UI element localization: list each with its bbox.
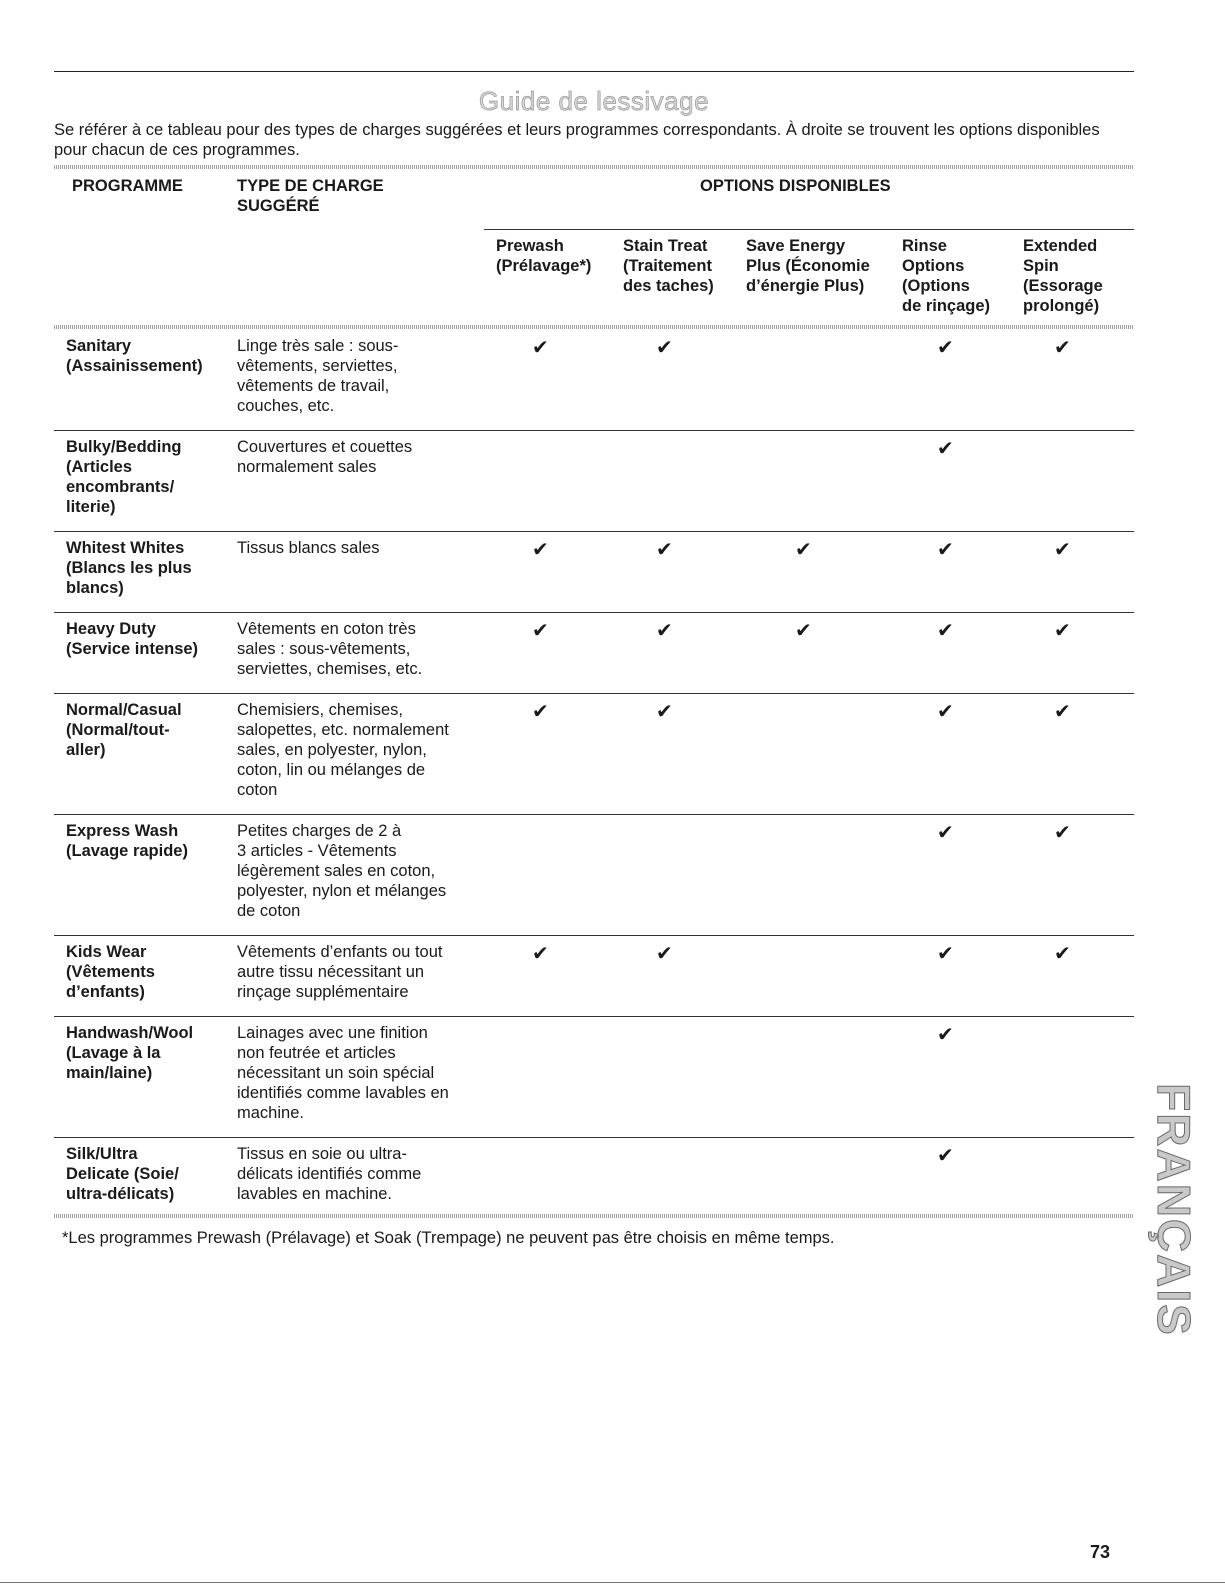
load-type-line: salopettes, etc. normalement <box>237 721 449 739</box>
checkmark-icon: ✔ <box>532 537 549 561</box>
program-name-line: Heavy Duty <box>66 620 156 638</box>
load-type <box>237 821 482 921</box>
checkmark-icon: ✔ <box>532 335 549 359</box>
program-name-line: Normal/Casual <box>66 701 182 719</box>
checkmark-icon: ✔ <box>937 436 954 460</box>
option-header-5 <box>1023 236 1103 316</box>
option-header-line: (Traitement <box>623 257 712 275</box>
load-type-line: machine. <box>237 1104 304 1122</box>
program-name-line: ultra-délicats) <box>66 1185 175 1203</box>
load-type-line: Lainages avec une finition <box>237 1024 428 1042</box>
checkmark-icon: ✔ <box>937 699 954 723</box>
program-name-line: (Assainissement) <box>66 357 203 375</box>
page-title: Guide de lessivage <box>478 86 710 116</box>
header-type-de-charge <box>237 176 384 216</box>
checkmark-icon: ✔ <box>656 537 673 561</box>
header-type-line-2: SUGGÉRÉ <box>237 197 320 215</box>
row-divider <box>54 814 1134 815</box>
load-type-line: sales : sous-vêtements, <box>237 640 411 658</box>
program-name-line: main/laine) <box>66 1064 153 1082</box>
program-name <box>66 437 228 517</box>
load-type-line: nécessitant un soin spécial <box>237 1064 435 1082</box>
checkmark-icon: ✔ <box>795 537 812 561</box>
top-rule <box>54 71 1134 72</box>
program-name-line: d’enfants) <box>66 983 145 1001</box>
row-divider <box>54 693 1134 694</box>
program-name <box>66 336 228 376</box>
program-name-line: (Normal/tout- <box>66 721 170 739</box>
load-type-line: Linge très sale : sous- <box>237 337 399 355</box>
row-divider <box>54 531 1134 532</box>
checkmark-icon: ✔ <box>937 820 954 844</box>
option-header-line: Stain Treat <box>623 237 708 255</box>
row-divider <box>54 430 1134 431</box>
load-type-line: Vêtements en coton très <box>237 620 416 638</box>
checkmark-icon: ✔ <box>795 618 812 642</box>
load-type-line: serviettes, chemises, etc. <box>237 660 423 678</box>
load-type-line: autre tissu nécessitant un <box>237 963 425 981</box>
program-name-line: (Blancs les plus <box>66 559 192 577</box>
checkmark-icon: ✔ <box>656 618 673 642</box>
program-name-line: Silk/Ultra <box>66 1145 138 1163</box>
load-type-line: vêtements, serviettes, <box>237 357 398 375</box>
option-header-line: d’énergie Plus) <box>746 277 865 295</box>
checkmark-icon: ✔ <box>1054 335 1071 359</box>
option-header-line: prolongé) <box>1023 297 1100 315</box>
option-header-line: (Prélavage*) <box>496 257 592 275</box>
checkmark-icon: ✔ <box>1054 699 1071 723</box>
load-type-line: sales, en polyester, nylon, <box>237 741 427 759</box>
language-side-tab <box>1150 1080 1198 1340</box>
checkmark-icon: ✔ <box>656 941 673 965</box>
load-type-line: rinçage supplémentaire <box>237 983 409 1001</box>
checkmark-icon: ✔ <box>937 537 954 561</box>
header-programme: PROGRAMME <box>72 177 183 195</box>
program-name-line: (Service intense) <box>66 640 199 658</box>
checkmark-icon: ✔ <box>1054 820 1071 844</box>
checkmark-icon: ✔ <box>656 699 673 723</box>
load-type <box>237 942 482 1002</box>
checkmark-icon: ✔ <box>656 335 673 359</box>
checkmark-icon: ✔ <box>532 941 549 965</box>
program-name <box>66 1023 228 1083</box>
program-name-line: Kids Wear <box>66 943 147 961</box>
load-type-line: couches, etc. <box>237 397 335 415</box>
header-options-disponibles: OPTIONS DISPONIBLES <box>700 177 891 195</box>
intro-paragraph: Se référer à ce tableau pour des types de charges suggérées et leurs programmes correspondants. À droite se trouvent les options disponibles pour chacun de ces programmes. <box>54 121 1100 159</box>
program-name-line: literie) <box>66 498 116 516</box>
program-name-line: Express Wash <box>66 822 179 840</box>
option-header-4 <box>902 236 990 316</box>
header-type-line-1: TYPE DE CHARGE <box>237 177 384 195</box>
option-header-line: Prewash <box>496 237 564 255</box>
program-name <box>66 1144 228 1204</box>
load-type <box>237 700 482 800</box>
program-name <box>66 619 228 659</box>
load-type <box>237 538 482 558</box>
load-type <box>237 1144 482 1204</box>
program-name-line: Bulky/Bedding <box>66 438 182 456</box>
program-name-line: Handwash/Wool <box>66 1024 194 1042</box>
checkmark-icon: ✔ <box>937 1022 954 1046</box>
option-header-line: Spin <box>1023 257 1059 275</box>
load-type-line: Chemisiers, chemises, <box>237 701 403 719</box>
program-name-line: aller) <box>66 741 106 759</box>
footnote: *Les programmes Prewash (Prélavage) et Soak (Trempage) ne peuvent pas être choisis en même temps. <box>62 1229 835 1247</box>
option-header-line: (Options <box>902 277 970 295</box>
option-header-line: Options <box>902 257 965 275</box>
row-divider <box>54 1016 1134 1017</box>
load-type <box>237 336 482 416</box>
header-top-divider <box>54 165 1134 169</box>
program-name-line: (Articles <box>66 458 133 476</box>
option-header-line: Plus (Économie <box>746 257 870 275</box>
checkmark-icon: ✔ <box>1054 941 1071 965</box>
load-type-line: de coton <box>237 902 301 920</box>
program-name <box>66 538 228 598</box>
table-bottom-divider <box>54 1214 1134 1218</box>
checkmark-icon: ✔ <box>1054 537 1071 561</box>
program-name-line: Sanitary <box>66 337 132 355</box>
program-name-line: (Lavage à la <box>66 1044 161 1062</box>
option-header-line: des taches) <box>623 277 714 295</box>
header-bottom-divider <box>54 325 1134 329</box>
load-type <box>237 1023 482 1123</box>
program-name <box>66 700 228 760</box>
option-header-line: Extended <box>1023 237 1098 255</box>
load-type-line: polyester, nylon et mélanges <box>237 882 447 900</box>
row-divider <box>54 935 1134 936</box>
load-type <box>237 437 482 477</box>
load-type-line: normalement sales <box>237 458 377 476</box>
row-divider <box>54 612 1134 613</box>
option-header-line: Save Energy <box>746 237 846 255</box>
program-name-line: encombrants/ <box>66 478 175 496</box>
load-type-line: Petites charges de 2 à <box>237 822 402 840</box>
page-number: 73 <box>1090 1542 1111 1562</box>
row-divider <box>54 1137 1134 1138</box>
load-type-line: Vêtements d’enfants ou tout <box>237 943 443 961</box>
option-header-line: Rinse <box>902 237 947 255</box>
program-name-line: blancs) <box>66 579 124 597</box>
program-name-line: (Lavage rapide) <box>66 842 188 860</box>
checkmark-icon: ✔ <box>937 941 954 965</box>
load-type-line: délicats identifiés comme <box>237 1165 422 1183</box>
program-name-line: Whitest Whites <box>66 539 185 557</box>
program-name <box>66 942 228 1002</box>
option-header-2 <box>623 236 714 296</box>
load-type-line: identifiés comme lavables en <box>237 1084 449 1102</box>
bottom-rule <box>0 1582 1225 1583</box>
option-header-line: (Essorage <box>1023 277 1103 295</box>
load-type-line: vêtements de travail, <box>237 377 390 395</box>
load-type-line: légèrement sales en coton, <box>237 862 436 880</box>
load-type-line: 3 articles - Vêtements <box>237 842 397 860</box>
checkmark-icon: ✔ <box>937 1143 954 1167</box>
load-type-line: non feutrée et articles <box>237 1044 396 1062</box>
program-name-line: (Vêtements <box>66 963 155 981</box>
checkmark-icon: ✔ <box>1054 618 1071 642</box>
checkmark-icon: ✔ <box>937 335 954 359</box>
option-header-3 <box>746 236 870 296</box>
language-side-tab-label: FRANÇAIS <box>1148 1083 1200 1337</box>
option-header-1 <box>496 236 591 276</box>
load-type-line: Couvertures et couettes <box>237 438 413 456</box>
load-type-line: lavables en machine. <box>237 1185 393 1203</box>
load-type-line: Tissus en soie ou ultra- <box>237 1145 407 1163</box>
load-type <box>237 619 482 679</box>
load-type-line: Tissus blancs sales <box>237 539 380 557</box>
load-type-line: coton, lin ou mélanges de <box>237 761 426 779</box>
program-name <box>66 821 228 861</box>
load-type-line: coton <box>237 781 278 799</box>
option-header-line: de rinçage) <box>902 297 991 315</box>
checkmark-icon: ✔ <box>532 699 549 723</box>
checkmark-icon: ✔ <box>532 618 549 642</box>
options-header-rule <box>484 229 1134 230</box>
program-name-line: Delicate (Soie/ <box>66 1165 179 1183</box>
checkmark-icon: ✔ <box>937 618 954 642</box>
